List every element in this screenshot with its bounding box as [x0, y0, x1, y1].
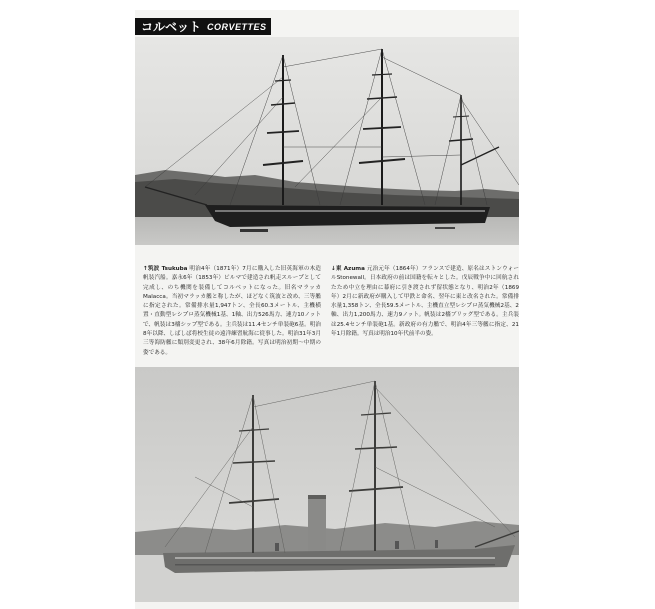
caption-azuma — [331, 265, 519, 357]
section-title-japanese: コルベット — [141, 20, 202, 34]
caption-tsukuba-body: 明治4年（1871年）7月に購入した旧英海軍の木造帆装汽船。嘉永6年（1853年）ビルマで建造され帆走スループとして完成し、のち機関を装備してコルベットになった。旧名マラッカMalacca。当初マラッカ艦と称したが、ほどなく筑波と改め、三等艦に指定された。常備排水量1,947トン、全長60.3メートル、主機横置・直動型レシプロ蒸気機械1基、1軸、出力526馬力、速力10ノットで、帆装は3檣シップ型である。主兵装は11.4センチ単装砲6基。明治8年以降、しばしば将校生徒の遠洋練習航海に従事した。明治31年3月三等海防艦に類別変更され、38年6月除籍。写真は明治初期〜中期の姿である。 — [143, 266, 321, 356]
caption-tsukuba — [143, 265, 321, 357]
caption-azuma-title: ↓東 Azuma — [331, 266, 365, 272]
captions — [135, 265, 519, 357]
photo-azuma — [135, 367, 519, 602]
section-header — [135, 18, 271, 35]
caption-tsukuba-title: ↑筑波 Tsukuba — [143, 266, 188, 272]
photo-tsukuba — [135, 37, 519, 245]
section-title-english: CORVETTES — [207, 21, 267, 32]
magazine-page — [135, 10, 519, 609]
caption-azuma-body: 元治元年（1864年）フランスで建造、原名はストンウォールStonewall。日本政府の前は国籍を転々とした。戊辰戦争中に回航されたため中立を理由に幕府に引き渡されず留状態となり、明治2年（1869年）2月に新政府が購入して甲鉄と命名、翌年に東と改名された。常備排水量1,358トン、全長59.5メートル、主機直立型レシプロ蒸気機械2基、2軸、出力1,200馬力、速力9ノット。帆装は2檣ブリッグ型である。主兵装は25.4センチ単装砲1基。新政府の有力艦で、明治4年三等艦に指定、21年1月除籍。写真は明治10年代前半の姿。 — [331, 266, 519, 338]
